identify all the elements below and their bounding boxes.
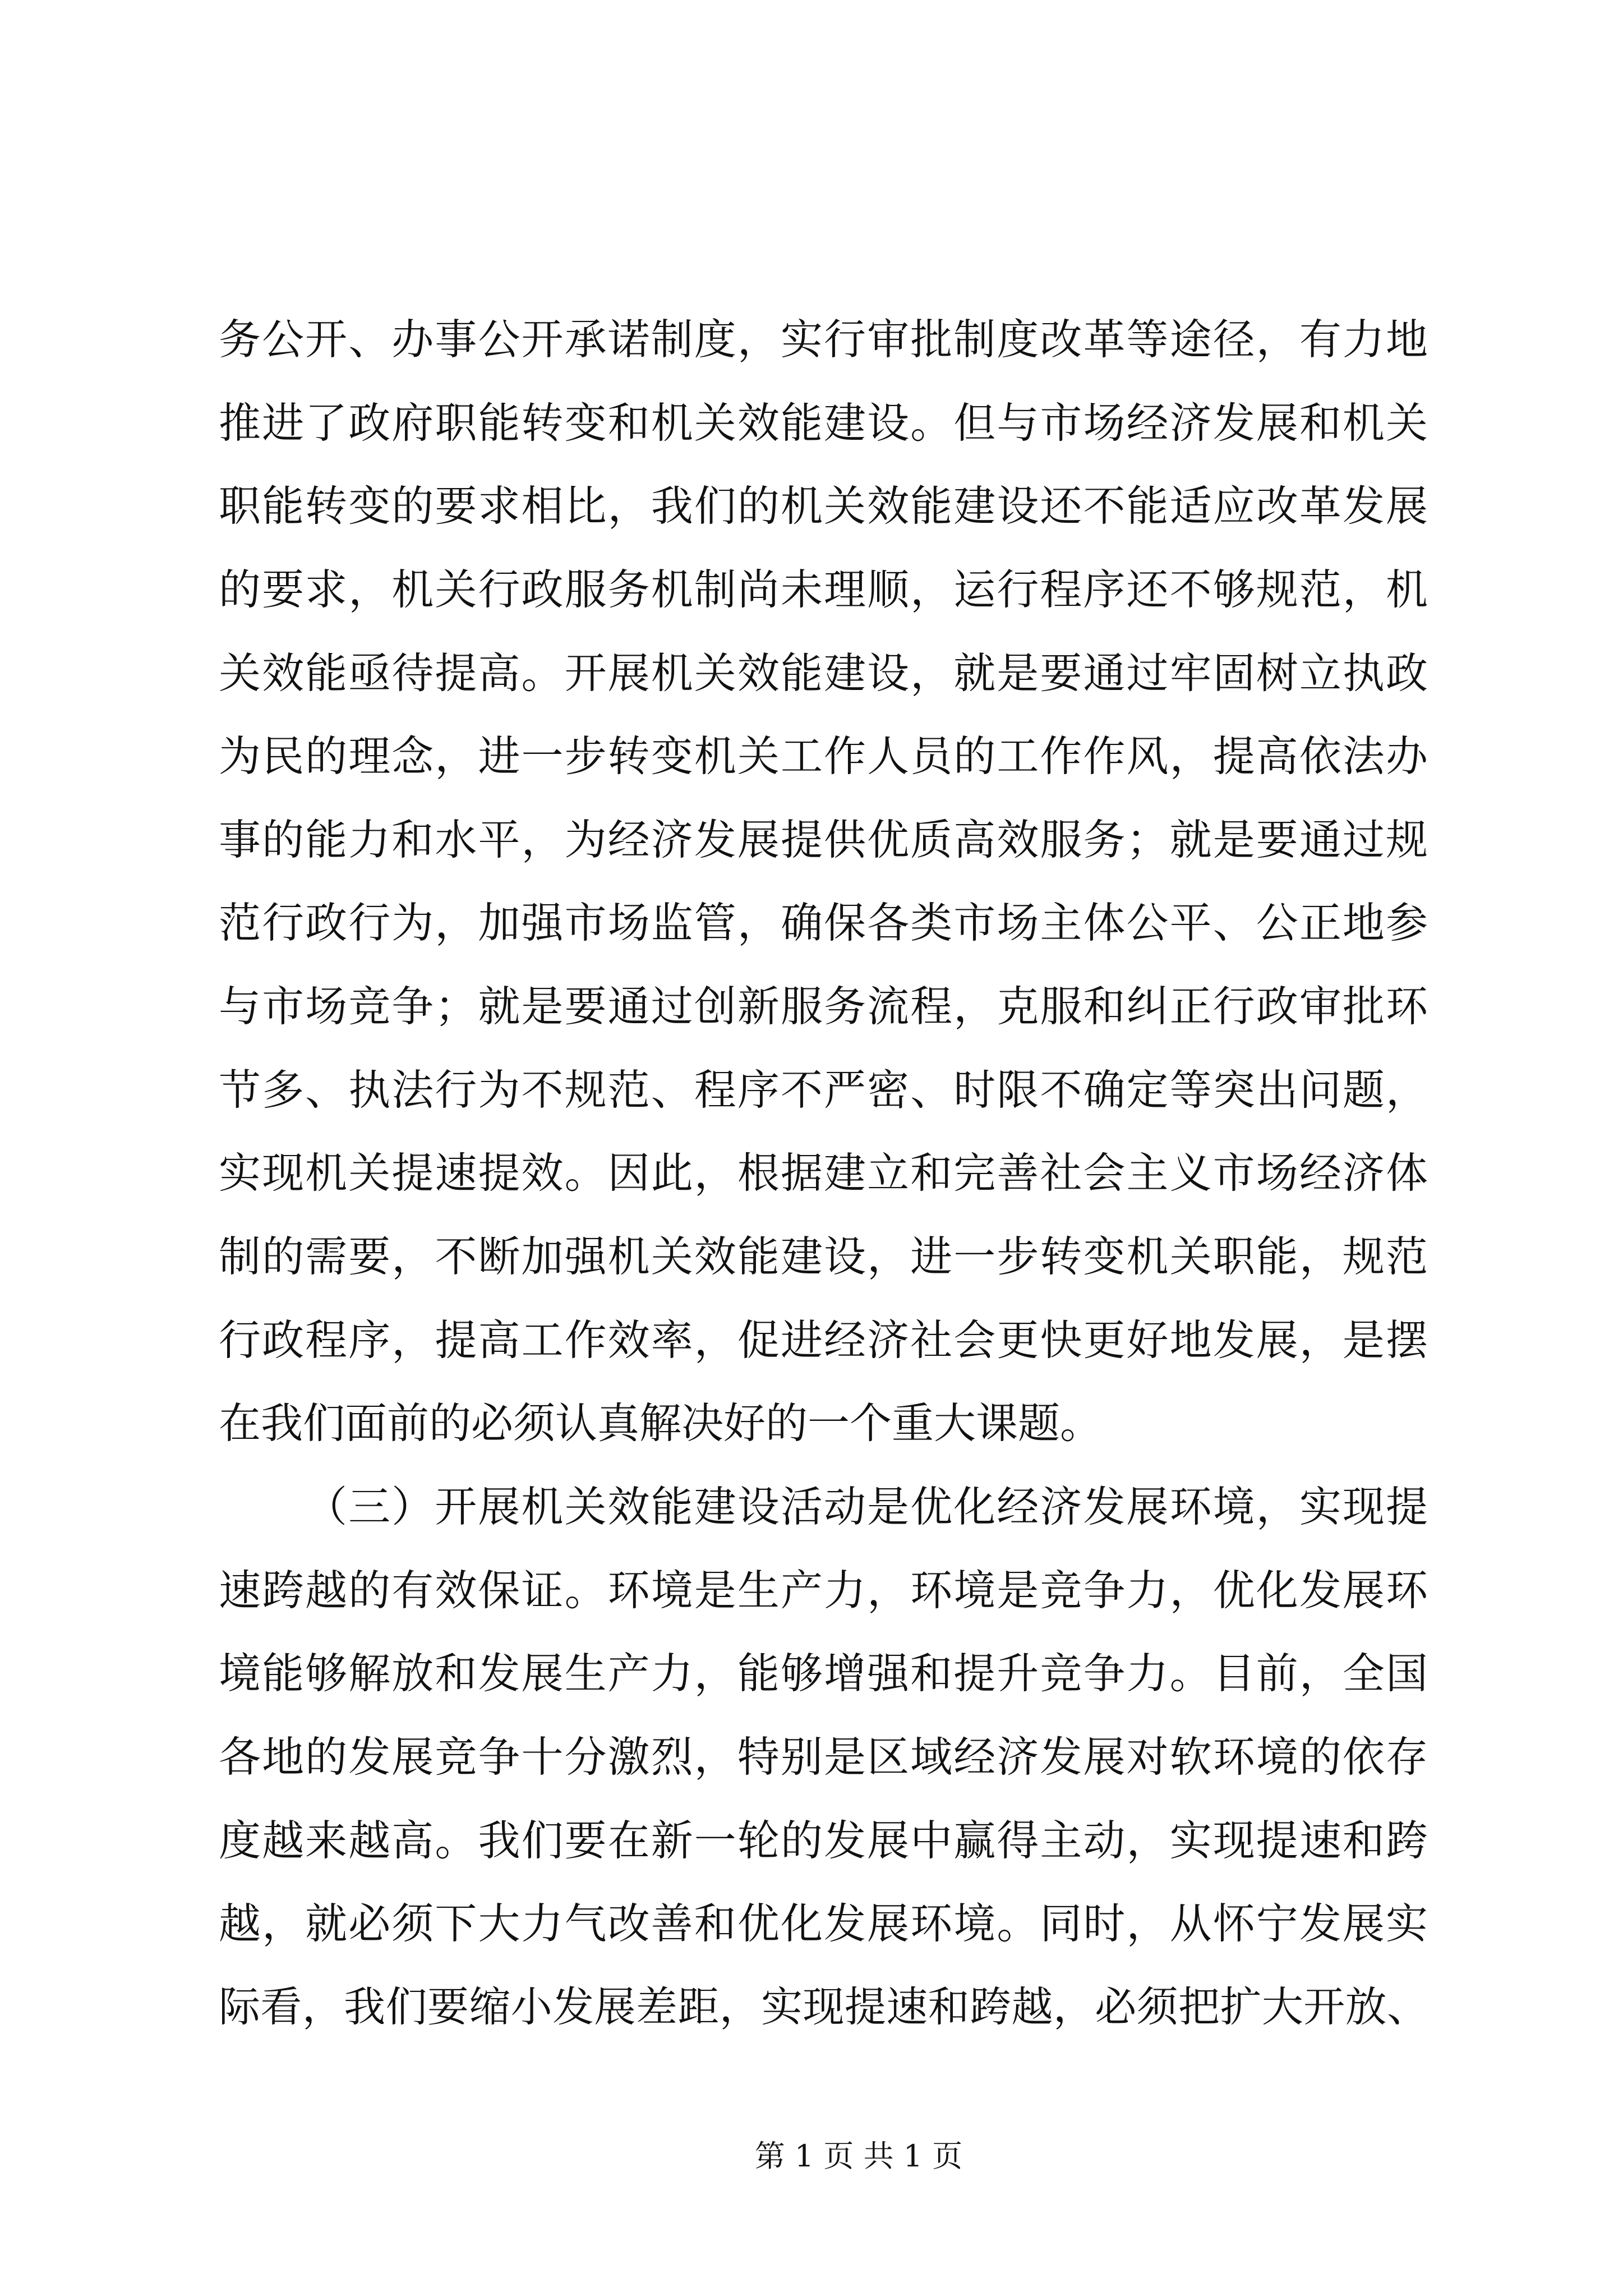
text-line: 度越来越高。我们要在新一轮的发展中赢得主动，实现提速和跨 bbox=[219, 1815, 1428, 1865]
text-line: 行政程序，提高工作效率，促进经济社会更快更好地发展，是摆 bbox=[219, 1315, 1428, 1365]
text-line: 务公开、办事公开承诺制度，实行审批制度改革等途径，有力地 bbox=[219, 315, 1428, 364]
document-body bbox=[219, 298, 1428, 2049]
text-line: 速跨越的有效保证。环境是生产力，环境是竞争力，优化发展环 bbox=[219, 1565, 1428, 1615]
paragraph-1 bbox=[219, 298, 1428, 1465]
text-line: 际看，我们要缩小发展差距，实现提速和跨越，必须把扩大开放、 bbox=[219, 1982, 1428, 2031]
text-line: 与市场竞争；就是要通过创新服务流程，克服和纠正行政审批环 bbox=[219, 982, 1428, 1032]
text-line: 越，就必须下大力气改善和优化发展环境。同时，从怀宁发展实 bbox=[219, 1899, 1428, 1949]
paragraph-2 bbox=[219, 1465, 1428, 2049]
text-line: 职能转变的要求相比，我们的机关效能建设还不能适应改革发展 bbox=[219, 481, 1428, 531]
text-line: （三）开展机关效能建设活动是优化经济发展环境，实现提 bbox=[305, 1481, 1428, 1531]
text-line: 实现机关提速提效。因此，根据建立和完善社会主义市场经济体 bbox=[219, 1148, 1428, 1198]
text-line: 事的能力和水平，为经济发展提供优质高效服务；就是要通过规 bbox=[219, 815, 1428, 864]
text-line: 各地的发展竞争十分激烈，特别是区域经济发展对软环境的依存 bbox=[219, 1732, 1428, 1782]
text-line: 的要求，机关行政服务机制尚未理顺，运行程序还不够规范，机 bbox=[219, 564, 1428, 614]
text-line: 境能够解放和发展生产力，能够增强和提升竞争力。目前，全国 bbox=[219, 1649, 1428, 1699]
text-line: 关效能亟待提高。开展机关效能建设，就是要通过牢固树立执政 bbox=[219, 648, 1428, 698]
text-line: 制的需要，不断加强机关效能建设，进一步转变机关职能，规范 bbox=[219, 1232, 1428, 1282]
text-line: 在我们面前的必须认真解决好的一个重大课题。 bbox=[219, 1398, 1103, 1448]
page-footer bbox=[755, 2134, 963, 2179]
text-line: 范行政行为，加强市场监管，确保各类市场主体公平、公正地参 bbox=[219, 898, 1428, 948]
text-line: 为民的理念，进一步转变机关工作人员的工作作风，提高依法办 bbox=[219, 731, 1428, 781]
page-number-label: 第 1 页 共 1 页 bbox=[754, 2138, 963, 2174]
text-line: 节多、执法行为不规范、程序不严密、时限不确定等突出问题， bbox=[219, 1065, 1428, 1115]
text-line: 推进了政府职能转变和机关效能建设。但与市场经济发展和机关 bbox=[219, 398, 1428, 448]
